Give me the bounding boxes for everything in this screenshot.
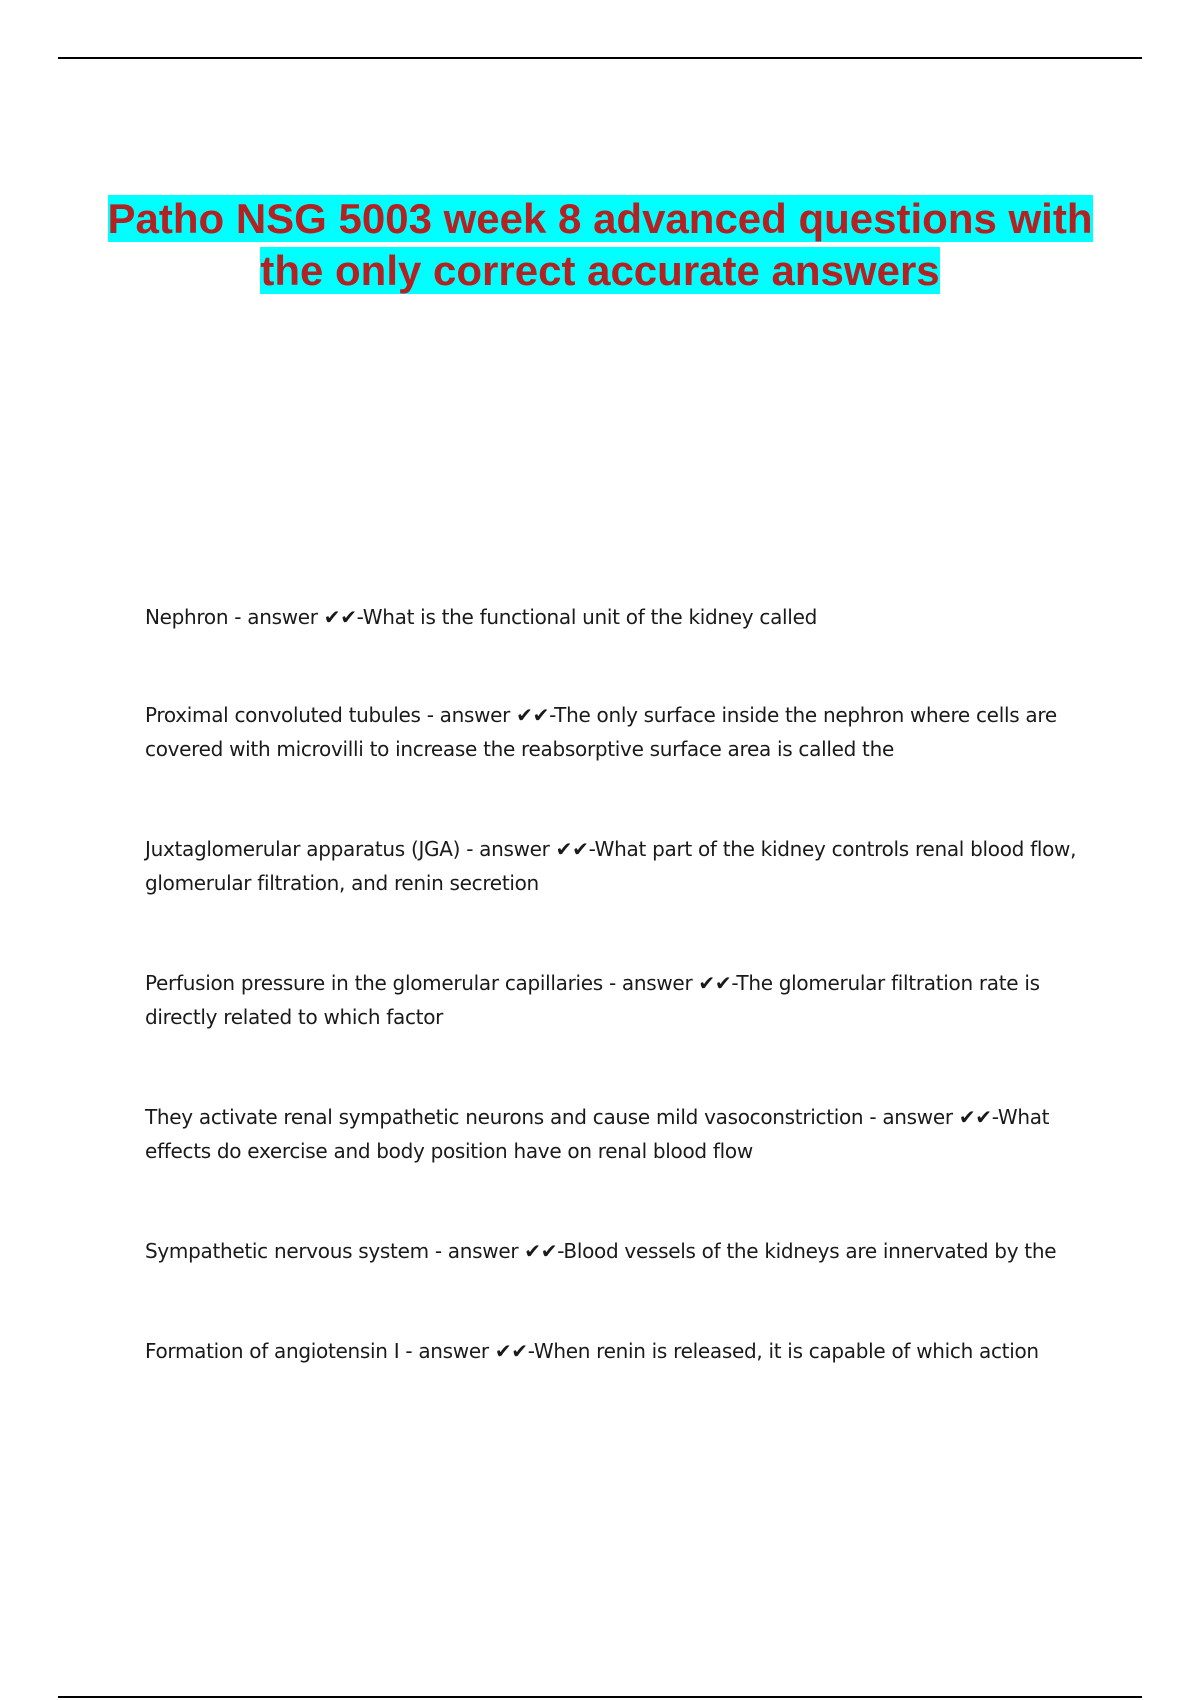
qa-item: Juxtaglomerular apparatus (JGA) - answer ✔✔-What part of the kidney controls renal blood flow, glomerular filtration, and renin secretion xyxy=(145,837,1077,895)
bottom-divider xyxy=(58,1696,1142,1698)
qa-item: Formation of angiotensin I - answer ✔✔-When renin is released, it is capable of which action xyxy=(145,1339,1039,1363)
qa-list xyxy=(145,600,1080,1368)
qa-item: They activate renal sympathetic neurons and cause mild vasoconstriction - answer ✔✔-What effects do exercise and body position have on renal blood flow xyxy=(145,1105,1050,1163)
qa-item: Perfusion pressure in the glomerular capillaries - answer ✔✔-The glomerular filtration rate is directly related to which factor xyxy=(145,971,1040,1029)
title-block xyxy=(100,193,1100,297)
top-divider xyxy=(58,57,1142,59)
qa-item: Sympathetic nervous system - answer ✔✔-Blood vessels of the kidneys are innervated by the xyxy=(145,1239,1057,1263)
qa-item: Proximal convoluted tubules - answer ✔✔-The only surface inside the nephron where cells are covered with microvilli to increase the reabsorptive surface area is called the xyxy=(145,703,1057,761)
document-title: Patho NSG 5003 week 8 advanced questions with the only correct accurate answers xyxy=(107,195,1093,294)
qa-item: Nephron - answer ✔✔-What is the functional unit of the kidney called xyxy=(145,605,817,629)
